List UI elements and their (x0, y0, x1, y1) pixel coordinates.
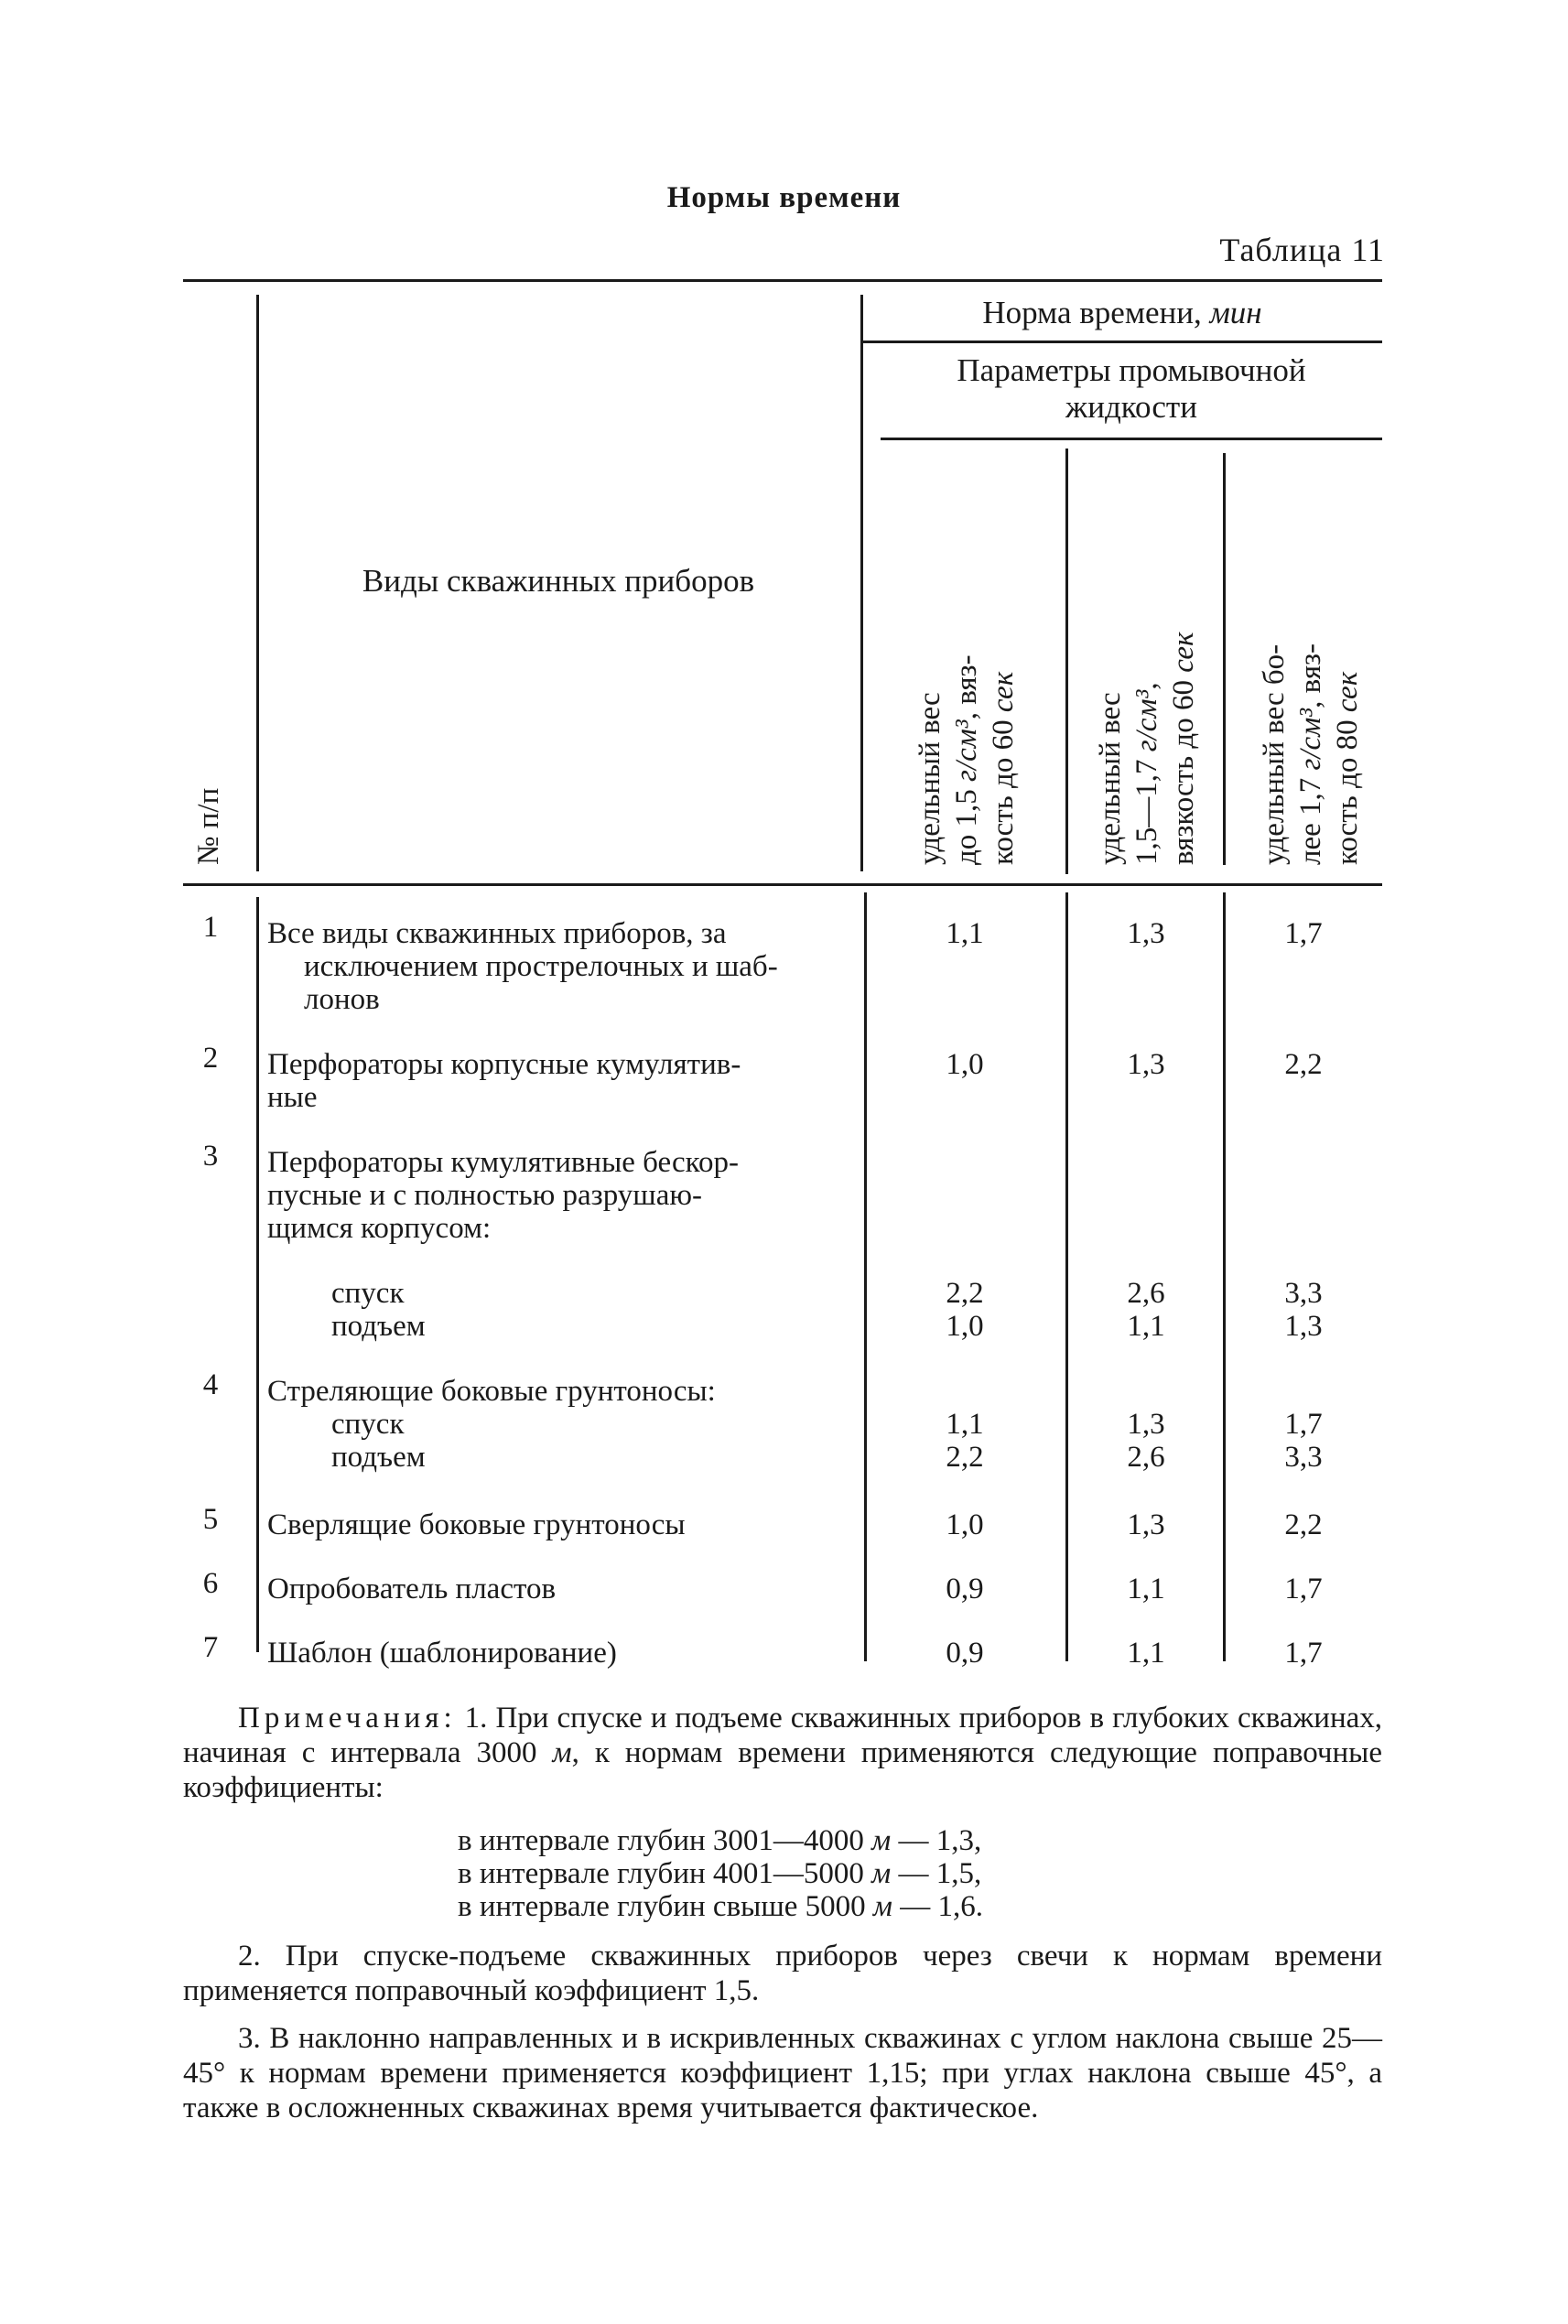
norm-header-rule (862, 340, 1382, 343)
row-3-v1: 2,2 1,0 (946, 1277, 984, 1343)
sub-divider-2 (1223, 453, 1226, 865)
notes-label: Примечания: (238, 1702, 457, 1735)
row-5-v3: 2,2 (1284, 1508, 1323, 1541)
norm-header-text: Норма времени, (982, 295, 1202, 330)
depth-intervals (458, 1824, 983, 1923)
row-3-v2: 2,6 1,1 (1127, 1277, 1165, 1343)
row-6-v1: 0,9 (946, 1573, 984, 1605)
row-5-v1: 1,0 (946, 1508, 984, 1541)
norm-header (862, 295, 1382, 331)
row-2-num: 2 (202, 1042, 219, 1075)
col-type-divider (860, 295, 863, 871)
row-4-v1: 1,1 2,2 (946, 1408, 984, 1474)
row-3-sub: спуск подъем (331, 1277, 426, 1343)
norm-header-unit: мин (1209, 295, 1262, 330)
row-6-num: 6 (202, 1567, 219, 1600)
note-1: Примечания: 1. При спуске и подъеме скважинных приборов в глубоких скважинах, начиная с интервала 3000 м, к нормам времени применяются следующие поправочные коэффициенты: (183, 1702, 1383, 1804)
sub-column-3-header (1256, 643, 1366, 865)
table-top-rule (183, 279, 1382, 282)
sub-column-2-header (1092, 632, 1202, 866)
note-2: 2. При спуске-подъеме скважинных приборов через свечи к нормам времени применяется поправочный коэффициент 1,5. (183, 1940, 1382, 2007)
row-1-v2: 1,3 (1127, 917, 1165, 950)
row-1-v3: 1,7 (1284, 917, 1323, 950)
row-4-v3: 1,7 3,3 (1284, 1408, 1323, 1474)
body-divider-sub2 (1223, 892, 1226, 1661)
table-label: Таблица 11 (1219, 232, 1385, 268)
params-header-line-1: Параметры промывочной (957, 352, 1306, 388)
row-7-num: 7 (202, 1631, 219, 1664)
body-divider-num (256, 897, 259, 1652)
row-2-v3: 2,2 (1284, 1048, 1323, 1081)
notes-block-1 (183, 1701, 1382, 1805)
row-2-v2: 1,3 (1127, 1048, 1165, 1081)
row-7-v1: 0,9 (946, 1637, 984, 1670)
body-divider-type (864, 892, 867, 1661)
row-6-v2: 1,1 (1127, 1573, 1165, 1605)
row-1-num: 1 (202, 911, 219, 944)
row-7-v3: 1,7 (1284, 1637, 1323, 1670)
sub-column-1-line-2: до 1,5 г/см³, вяз- (950, 654, 983, 865)
sub-divider-1 (1065, 449, 1068, 874)
interval-2: в интервале глубин 4001—5000 м — 1,5, (458, 1857, 982, 1890)
row-5-desc: Сверлящие боковые грунтоносы (267, 1508, 686, 1541)
sub-column-3-line-1: удельный вес бо- (1258, 643, 1291, 865)
row-4-num: 4 (202, 1368, 219, 1401)
sub-column-2-line-2: 1,5—1,7 г/см³, (1130, 682, 1163, 865)
row-6-v3: 1,7 (1284, 1573, 1323, 1605)
interval-3: в интервале глубин свыше 5000 м — 1,6. (458, 1890, 983, 1923)
row-5-num: 5 (202, 1503, 219, 1536)
sub-column-1-line-1: удельный вес (914, 692, 946, 865)
params-header-line-2: жидкости (1065, 389, 1197, 425)
col-num-header: № п/п (192, 787, 225, 865)
col-type-header: Виды скважинных приборов (362, 563, 755, 599)
sub-column-1-header (912, 654, 1022, 865)
sub-column-1-line-3: кость до 60 сек (987, 671, 1020, 865)
page-title: Нормы времени (666, 181, 902, 214)
interval-1: в интервале глубин 3001—4000 м — 1,3, (458, 1824, 982, 1857)
row-1-desc: Все виды скважинных приборов, за исключением прострелочных и шаб- лонов (267, 917, 778, 1016)
row-2-desc: Перфораторы корпусные кумулятив- ные (267, 1048, 741, 1114)
row-7-v2: 1,1 (1127, 1637, 1165, 1670)
row-5-v2: 1,3 (1127, 1508, 1165, 1541)
note-3: 3. В наклонно направленных и в искривленных скважинах с углом наклона свыше 25—45° к нормам времени применяется коэффициент 1,15; при углах наклона свыше 45°, а также в осложненных скважинах время учитывается фактическое. (183, 2022, 1382, 2124)
col-num-divider (256, 295, 259, 871)
params-header-rule (881, 438, 1382, 440)
sub-column-3-line-3: кость до 80 сек (1331, 671, 1364, 865)
row-3-desc: Перфораторы кумулятивные бескор- пусные и с полностью разрушаю- щимся корпусом: (267, 1146, 739, 1245)
body-divider-sub1 (1065, 892, 1068, 1661)
sub-column-2-line-1: удельный вес (1094, 692, 1127, 865)
sub-column-3-line-2: лее 1,7 г/см³, вяз- (1294, 643, 1327, 865)
row-2-v1: 1,0 (946, 1048, 984, 1081)
row-3-v3: 3,3 1,3 (1284, 1277, 1323, 1343)
header-bottom-rule (183, 883, 1382, 886)
row-4-desc: Стреляющие боковые грунтоносы: спуск подъем (267, 1375, 716, 1474)
row-3-num: 3 (202, 1140, 219, 1173)
notes-block-3 (183, 2021, 1382, 2125)
row-4-v2: 1,3 2,6 (1127, 1408, 1165, 1474)
sub-column-2-line-3: вязкость до 60 сек (1167, 632, 1200, 865)
params-header (881, 352, 1382, 426)
notes-block-2 (183, 1939, 1382, 2008)
row-1-v1: 1,1 (946, 917, 984, 950)
row-6-desc: Опробователь пластов (267, 1573, 557, 1605)
row-7-desc: Шаблон (шаблонирование) (267, 1637, 617, 1670)
